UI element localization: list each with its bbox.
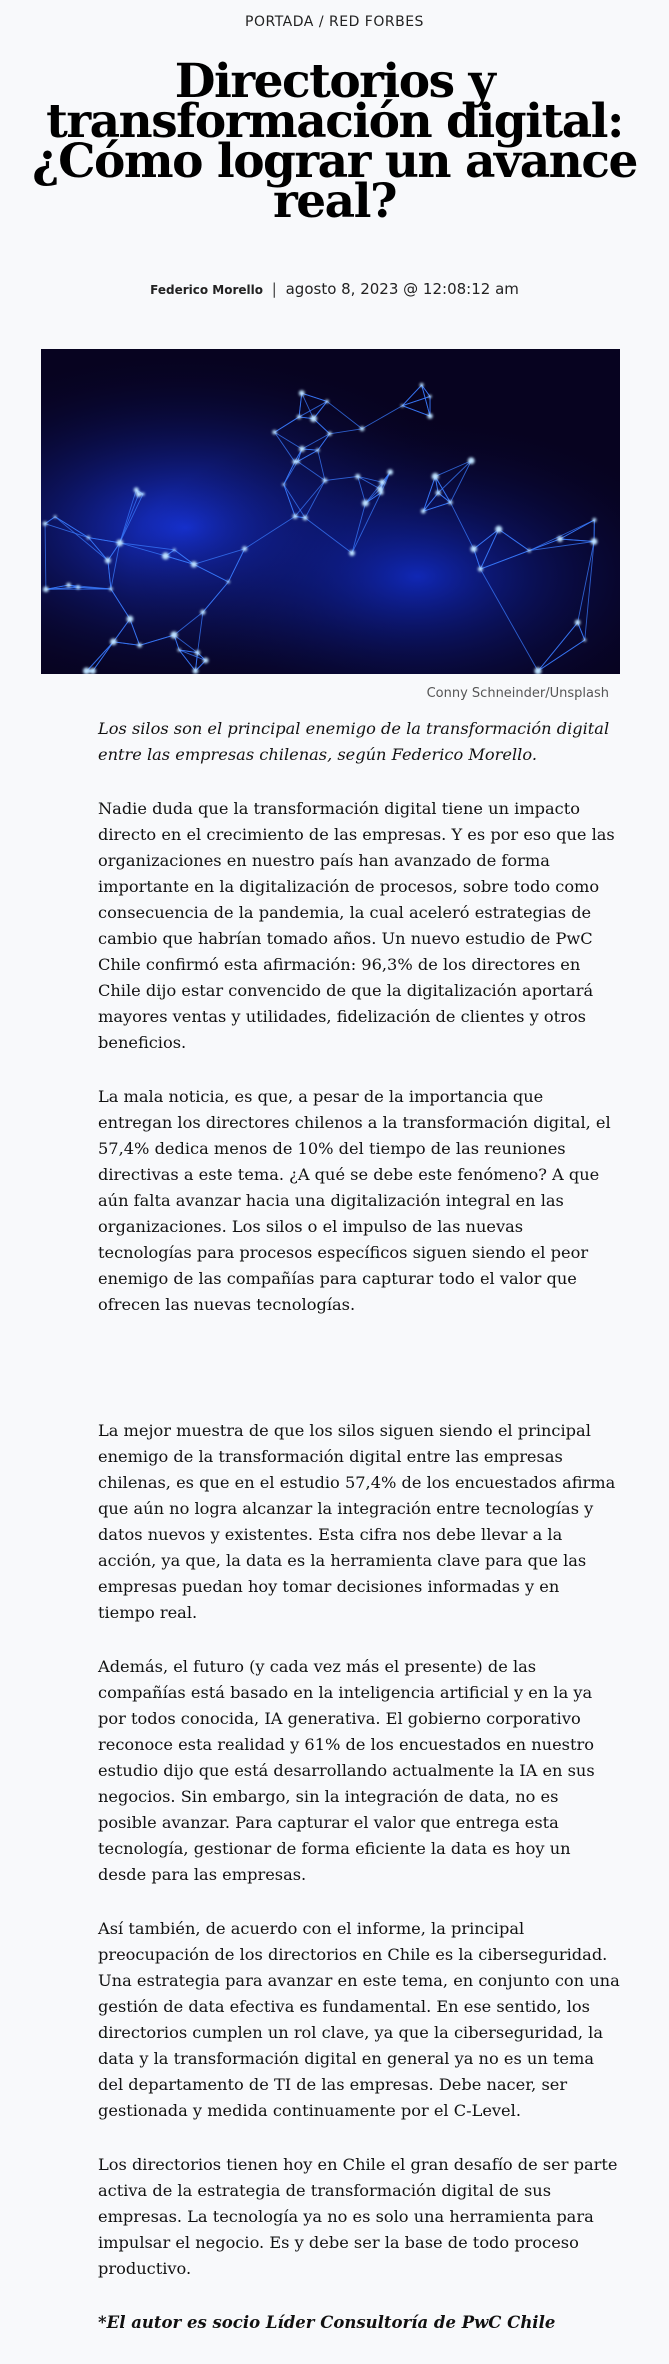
mesh-node (527, 549, 531, 553)
mesh-node (420, 383, 424, 387)
breadcrumb-separator: / (314, 14, 329, 30)
mesh-node (297, 415, 301, 419)
byline-separator: | (272, 280, 277, 298)
mesh-node (195, 650, 200, 655)
mesh-node (327, 432, 331, 436)
mesh-node (316, 448, 320, 452)
mesh-node (76, 585, 80, 589)
author-signature: *El autor es socio Líder Consultoría de PwC Chile (98, 2310, 620, 2336)
mesh-node (478, 567, 483, 572)
breadcrumb (0, 14, 669, 30)
breadcrumb-section-link[interactable]: RED FORBES (329, 14, 424, 30)
mesh-node (495, 526, 502, 533)
mesh-node (137, 643, 142, 648)
mesh-node (436, 490, 441, 495)
mesh-node (591, 538, 598, 545)
hero-image (41, 349, 620, 674)
mesh-node (355, 474, 360, 479)
mesh-node (110, 638, 117, 645)
mesh-node (349, 550, 355, 556)
publish-date: agosto 8, 2023 @ 12:08:12 am (286, 280, 519, 298)
mesh-node (448, 500, 452, 504)
mesh-node (387, 469, 393, 475)
mesh-node (193, 668, 199, 674)
mesh-node (178, 648, 181, 651)
mesh-node (191, 561, 197, 567)
mesh-node (471, 546, 477, 552)
mesh-node (141, 493, 144, 496)
mesh-node (242, 546, 247, 551)
mesh-node (323, 478, 328, 483)
mesh-node (325, 400, 329, 404)
mesh-node (116, 539, 123, 546)
mesh-node (134, 487, 139, 492)
mesh-node (43, 586, 49, 592)
mesh-node (379, 479, 385, 485)
mesh-node (90, 668, 96, 674)
mesh-node (428, 395, 431, 398)
mesh-node (109, 587, 113, 591)
mesh-node (299, 446, 305, 452)
mesh-node (87, 536, 90, 539)
image-credit: Conny Schneinder/Unsplash (427, 686, 609, 701)
mesh-node (421, 509, 426, 514)
mesh-node (557, 536, 563, 542)
mesh-node (203, 658, 209, 664)
byline (0, 280, 669, 298)
mesh-node (200, 610, 205, 615)
mesh-node (272, 430, 277, 435)
mesh-node (43, 521, 48, 526)
mesh-node (173, 548, 176, 551)
mesh-node (583, 638, 586, 641)
article-paragraph: Nadie duda que la transformación digital tiene un impacto directo en el crecimiento de las empresas. Y es por eso que las organizaciones en nuestro país han avanzado de forma importante en la digitalización de procesos, sobre todo como consecuencia de la pandemia, la cual aceleró estrategias de cambio que habrían tomado años. Un nuevo estudio de PwC Chile confirmó esta afirmación: 96,3% de los directores en Chile dijo estar convencido de que la digitalización aportará mayores ventas y utilidades, fidelización de clientes y otros beneficios. (98, 796, 620, 1056)
mesh-node (432, 473, 439, 480)
mesh-node (299, 390, 305, 396)
mesh-node (282, 483, 285, 486)
mesh-node (85, 669, 90, 674)
mesh-node (66, 583, 71, 588)
mesh-node (293, 514, 298, 519)
mesh-node (362, 500, 369, 507)
article-title: Directorios y transformación digital: ¿Cómo lograr un avance real? (30, 62, 639, 222)
mesh-node (310, 415, 317, 422)
ad-spacer (98, 1346, 620, 1418)
mesh-node (575, 620, 581, 626)
mesh-node (292, 460, 297, 465)
article-lead: Los silos son el principal enemigo de la transformación digital entre las empresas chilenas, según Federico Morello. (98, 716, 620, 768)
breadcrumb-home-link[interactable]: PORTADA (245, 14, 314, 30)
article-body (98, 716, 620, 2364)
mesh-node (170, 631, 177, 638)
mesh-node (127, 616, 134, 623)
mesh-node (162, 552, 169, 559)
network-mesh-image (41, 349, 620, 674)
article-paragraph: Los directorios tienen hoy en Chile el gran desafío de ser parte activa de la estrategia de transformación digital de sus empresas. La tecnología ya no es solo una herramienta para impulsar el negocio. Es y debe ser la base de todo proceso productivo. (98, 2152, 620, 2282)
mesh-node (468, 457, 475, 464)
mesh-node (401, 404, 404, 407)
article-paragraph: La mala noticia, es que, a pesar de la importancia que entregan los directores chilenos a la transformación digital, el 57,4% dedica menos de 10% del tiempo de las reuniones directivas a este tema. ¿A qué se debe este fenómeno? A que aún falta avanzar hacia una digitalización integral en las organizaciones. Los silos o el impulso de las nuevas tecnologías para procesos específicos siguen siendo el peor enemigo de las compañías para capturar todo el valor que ofrecen las nuevas tecnologías. (98, 1084, 620, 1318)
mesh-node (379, 490, 384, 495)
mesh-node (227, 580, 230, 583)
article-paragraph: La mejor muestra de que los silos siguen siendo el principal enemigo de la transformación digital entre las empresas chilenas, es que en el estudio 57,4% de los encuestados afirma que aún no logra alcanzar la integración entre tecnologías y datos nuevos y existentes. Esta cifra nos debe llevar a la acción, ya que, la data es la herramienta clave para que las empresas puedan hoy tomar decisiones informadas y en tiempo real. (98, 1418, 620, 1626)
mesh-node (592, 518, 596, 522)
mesh-node (303, 515, 308, 520)
article-paragraph: Además, el futuro (y cada vez más el presente) de las compañías está basado en la inteligencia artificial y en la ya por todos conocida, IA generativa. El gobierno corporativo reconoce esta realidad y 61% de los encuestados en nuestro estudio dijo que está desarrollando actualmente la IA en sus negocios. Sin embargo, sin la integración de data, no es posible avanzar. Para capturar el valor que entrega esta tecnología, gestionar de forma eficiente la data es hoy un desde para las empresas. (98, 1654, 620, 1888)
article-paragraph: Así también, de acuerdo con el informe, la principal preocupación de los directorios en Chile es la ciberseguridad. Una estrategia para avanzar en este tema, en conjunto con una gestión de data efectiva es fundamental. En ese sentido, los directorios cumplen un rol clave, ya que la ciberseguridad, la data y la transformación digital en general ya no es un tema del departamento de TI de las empresas. Debe nacer, ser gestionada y medida continuamente por el C-Level. (98, 1916, 620, 2124)
author-name[interactable]: Federico Morello (150, 283, 263, 297)
mesh-node (105, 557, 111, 563)
mesh-node (427, 413, 432, 418)
mesh-node (360, 426, 365, 431)
mesh-node (54, 515, 57, 518)
